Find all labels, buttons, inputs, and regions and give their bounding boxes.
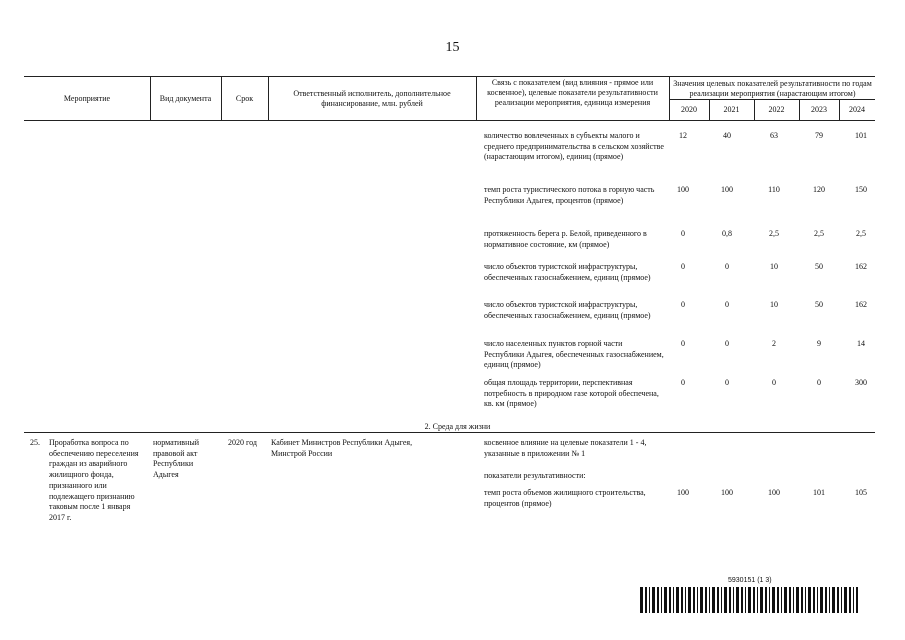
value-2021: 0,8	[722, 229, 732, 238]
barcode-bar	[721, 587, 722, 613]
value-2022: 63	[770, 131, 778, 140]
barcode-bar	[784, 587, 787, 613]
barcode-bar	[681, 587, 683, 613]
barcode-bar	[757, 587, 758, 613]
value-2022: 110	[768, 185, 780, 194]
barcode-bar	[709, 587, 710, 613]
value-2020: 12	[679, 131, 687, 140]
barcode-bar	[777, 587, 779, 613]
indicator-text: число объектов туристской инфраструктуры, обеспеченных газоснабжением, единиц (прямое)	[484, 300, 651, 320]
value-2024: 101	[855, 131, 867, 140]
value-2022: 10	[770, 300, 778, 309]
header-event: Мероприятие	[63, 94, 111, 103]
barcode-bar	[769, 587, 770, 613]
barcode-bar	[697, 587, 698, 613]
indicator-text: число населенных пунктов горной части Республики Адыгея, обеспеченных газоснабжением, единиц (прямое)	[484, 339, 664, 370]
barcode	[640, 587, 858, 613]
barcode-bar	[685, 587, 686, 613]
value-2024: 162	[855, 300, 867, 309]
value-2021: 40	[723, 131, 731, 140]
barcode-bar	[789, 587, 791, 613]
barcode-bar	[841, 587, 842, 613]
col-divider-3	[268, 76, 269, 120]
value-2023: 50	[815, 300, 823, 309]
barcode-bar	[717, 587, 719, 613]
item-doc-type: нормативный правовой акт Республики Адыгея	[153, 438, 200, 480]
barcode-bar	[657, 587, 659, 613]
item-number: 25.	[30, 438, 40, 447]
value-2023: 120	[813, 185, 825, 194]
section-divider	[24, 432, 875, 433]
value-2022: 100	[768, 488, 780, 497]
years-header-divider	[669, 99, 875, 100]
header-year-2020: 2020	[681, 105, 697, 114]
value-2021: 0	[725, 300, 729, 309]
value-2020: 0	[681, 339, 685, 348]
barcode-bar	[793, 587, 794, 613]
barcode-bar	[693, 587, 695, 613]
value-2022: 2,5	[769, 229, 779, 238]
header-year-2024: 2024	[849, 105, 865, 114]
barcode-bar	[729, 587, 731, 613]
barcode-bar	[796, 587, 799, 613]
table-top-border	[24, 76, 875, 77]
table-header-bottom-border	[24, 120, 875, 121]
section-title: 2. Среда для жизни	[424, 422, 491, 431]
value-2024: 14	[857, 339, 865, 348]
value-2022: 2	[772, 339, 776, 348]
barcode-bar	[844, 587, 847, 613]
header-year-2021: 2021	[723, 105, 740, 114]
value-2021: 0	[725, 378, 729, 387]
page-number: 15	[445, 40, 460, 55]
header-doc-type: Вид документа	[159, 94, 212, 103]
barcode-bar	[760, 587, 763, 613]
barcode-bar	[640, 587, 643, 613]
barcode-bar	[805, 587, 806, 613]
barcode-bar	[745, 587, 746, 613]
barcode-bar	[741, 587, 743, 613]
header-responsible: Ответственный исполнитель, дополнительное финансирование, млн. рублей	[293, 89, 451, 108]
value-2020: 0	[681, 229, 685, 238]
barcode-bar	[808, 587, 811, 613]
barcode-bar	[736, 587, 739, 613]
barcode-label: 5930151 (1 3)	[728, 577, 772, 584]
value-2020: 100	[677, 488, 689, 497]
barcode-bar	[688, 587, 691, 613]
value-2021: 0	[725, 339, 729, 348]
value-2021: 0	[725, 262, 729, 271]
value-2021: 100	[721, 185, 733, 194]
barcode-bar	[645, 587, 647, 613]
value-2024: 2,5	[856, 229, 866, 238]
barcode-bar	[733, 587, 734, 613]
header-term: Срок	[235, 94, 254, 103]
barcode-bar	[817, 587, 818, 613]
value-2020: 0	[681, 300, 685, 309]
item-term: 2020 год	[228, 438, 257, 447]
barcode-bar	[664, 587, 667, 613]
barcode-bar	[853, 587, 854, 613]
barcode-bar	[856, 587, 858, 613]
value-2023: 0	[817, 378, 821, 387]
item-responsible: Кабинет Министров Республики Адыгея, Минстрой России	[271, 438, 413, 458]
barcode-bar	[652, 587, 655, 613]
item-indirect-influence: косвенное влияние на целевые показатели 1 - 4, указанные в приложении № 1	[484, 438, 647, 458]
barcode-bar	[673, 587, 674, 613]
value-2024: 300	[855, 378, 867, 387]
value-2024: 150	[855, 185, 867, 194]
barcode-bar	[829, 587, 830, 613]
barcode-bar	[700, 587, 703, 613]
barcode-bar	[724, 587, 727, 613]
value-2024: 105	[855, 488, 867, 497]
value-2023: 101	[813, 488, 825, 497]
barcode-bar	[849, 587, 851, 613]
header-values: Значения целевых показателей результативности по годам реализации мероприятия (нарастающим итогом)	[673, 79, 872, 98]
indicator-text: темп роста объемов жилищного строительства, процентов (прямое)	[484, 488, 646, 508]
barcode-bar	[832, 587, 835, 613]
barcode-bar	[661, 587, 662, 613]
header-link: Связь с показателем (вид влияния - прямое или косвенное), целевые показатели результативности реализации мероприятия, единица измерения	[487, 78, 658, 107]
barcode-bar	[820, 587, 823, 613]
barcode-bar	[753, 587, 755, 613]
barcode-bar	[813, 587, 815, 613]
barcode-bar	[649, 587, 650, 613]
barcode-bar	[676, 587, 679, 613]
indicator-text: число объектов туристской инфраструктуры, обеспеченных газоснабжением, единиц (прямое)	[484, 262, 651, 282]
barcode-bar	[781, 587, 782, 613]
item-event: Проработка вопроса по обеспечению переселения граждан из аварийного жилищного фонда, признанного или подлежащего признанию таковым после 1 января 2017 г.	[49, 438, 139, 522]
col-divider-4	[476, 76, 477, 120]
value-2020: 100	[677, 185, 689, 194]
barcode-bar	[801, 587, 803, 613]
value-2023: 2,5	[814, 229, 824, 238]
barcode-bar	[765, 587, 767, 613]
value-2023: 79	[815, 131, 823, 140]
barcode-bar	[705, 587, 707, 613]
value-2022: 0	[772, 378, 776, 387]
header-year-2022: 2022	[768, 105, 785, 114]
barcode-bar	[748, 587, 751, 613]
item-indicators-label: показатели результативности:	[484, 471, 586, 480]
barcode-bar	[825, 587, 827, 613]
value-2021: 100	[721, 488, 733, 497]
barcode-bar	[669, 587, 671, 613]
indicator-text: общая площадь территории, перспективная потребность в природном газе которой обеспечена, кв. км (прямое)	[484, 378, 659, 409]
value-2024: 162	[855, 262, 867, 271]
barcode-bar	[712, 587, 715, 613]
header-year-2023: 2023	[811, 105, 827, 114]
value-2023: 9	[817, 339, 821, 348]
value-2023: 50	[815, 262, 823, 271]
value-2022: 10	[770, 262, 778, 271]
indicator-text: темп роста туристического потока в горную часть Республики Адыгея, процентов (прямое)	[484, 185, 655, 205]
barcode-bar	[772, 587, 775, 613]
barcode-bar	[837, 587, 839, 613]
value-2020: 0	[681, 262, 685, 271]
indicator-text: количество вовлеченных в субъекты малого и среднего предпринимательства в сельском хозяйстве (нарастающим итогом), единиц (прямое)	[484, 131, 664, 162]
value-2020: 0	[681, 378, 685, 387]
indicator-text: протяженность берега р. Белой, приведенного в нормативное состояние, км (прямое)	[484, 229, 647, 249]
